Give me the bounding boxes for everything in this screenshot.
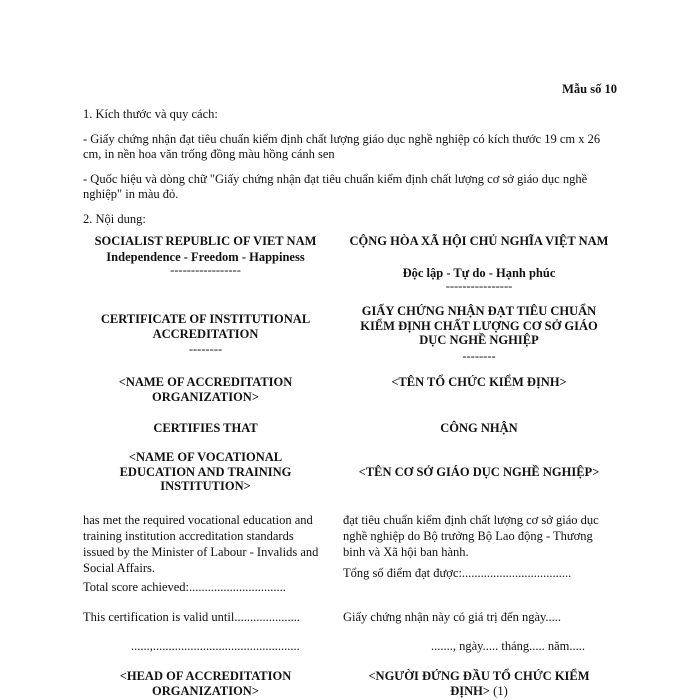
en-institution: <NAME OF VOCATIONAL EDUCATION AND TRAINING INSTITUTION>	[119, 450, 292, 493]
vi-signer-note: (1)	[493, 683, 508, 698]
vi-rule-1: ----------------	[445, 279, 513, 293]
vi-motto: Độc lập - Tự do - Hạnh phúc	[402, 266, 556, 280]
en-body: has met the required vocational education and training institution accreditation standards issued by the Minister of Labour - Invalids and Social Affairs.	[83, 513, 319, 575]
en-valid: This certification is valid until.....................	[83, 610, 300, 624]
section1-line1: - Giấy chứng nhận đạt tiêu chuẩn kiểm định chất lượng giáo dục nghề nghiệp có kích thước 19 cm x 26 cm, in nền hoa văn trống đồng màu hồng cánh sen	[83, 132, 601, 161]
vi-org-name: <TÊN TỔ CHỨC KIỂM ĐỊNH>	[391, 375, 567, 389]
vi-signer	[343, 669, 615, 698]
en-certifies: CERTIFIES THAT	[153, 421, 258, 435]
vi-certifies: CÔNG NHẬN	[440, 421, 518, 435]
vi-date: ......., ngày..... tháng..... năm.....	[431, 639, 586, 653]
vi-country: CỘNG HÒA XÃ HỘI CHỦ NGHĨA VIỆT NAM	[349, 234, 609, 248]
instructions	[83, 107, 618, 237]
form-number: Mẫu số 10	[562, 82, 617, 96]
en-country: SOCIALIST REPUBLIC OF VIET NAM	[94, 234, 317, 248]
vi-certificate-title: GIẤY CHỨNG NHẬN ĐẠT TIÊU CHUẨN KIỂM ĐỊNH CHẤT LƯỢNG CƠ SỞ GIÁO DỤC NGHỀ NGHIỆP	[360, 304, 598, 347]
en-score: Total score achieved:...............................	[83, 580, 286, 594]
vi-body: đạt tiêu chuẩn kiểm định chất lượng cơ sở giáo dục nghề nghiệp do Bộ trưởng Bộ Lao động - Thương binh và Xã hội ban hành.	[343, 513, 599, 559]
en-rule-2: --------	[188, 342, 223, 356]
en-signer: <HEAD OF ACCREDITATION ORGANIZATION>	[119, 669, 292, 698]
en-certificate-title: CERTIFICATE OF INSTITUTIONAL ACCREDITATION	[100, 312, 311, 341]
vi-signer-title: <NGƯỜI ĐỨNG ĐẦU TỔ CHỨC KIỂM ĐỊNH>	[368, 669, 590, 698]
en-date: ......,...............................................	[131, 639, 300, 653]
vi-score: Tổng số điểm đạt được:...................................	[343, 566, 572, 580]
en-rule-1: -----------------	[170, 263, 241, 277]
vi-valid: Giấy chứng nhận này có giá trị đến ngày.....	[343, 610, 562, 624]
vi-institution: <TÊN CƠ SỞ GIÁO DỤC NGHỀ NGHIỆP>	[358, 465, 600, 479]
en-org-name: <NAME OF ACCREDITATION ORGANIZATION>	[118, 375, 293, 404]
section1-heading: 1. Kích thước và quy cách:	[83, 107, 218, 121]
vi-rule-2: --------	[462, 349, 496, 363]
en-motto: Independence - Freedom - Happiness	[106, 250, 305, 264]
section1-line2: - Quốc hiệu và dòng chữ "Giấy chứng nhận đạt tiêu chuẩn kiểm định chất lượng cơ sở giáo dục nghề nghiệp" in màu đỏ.	[83, 172, 588, 201]
section2-heading: 2. Nội dung:	[83, 212, 146, 226]
